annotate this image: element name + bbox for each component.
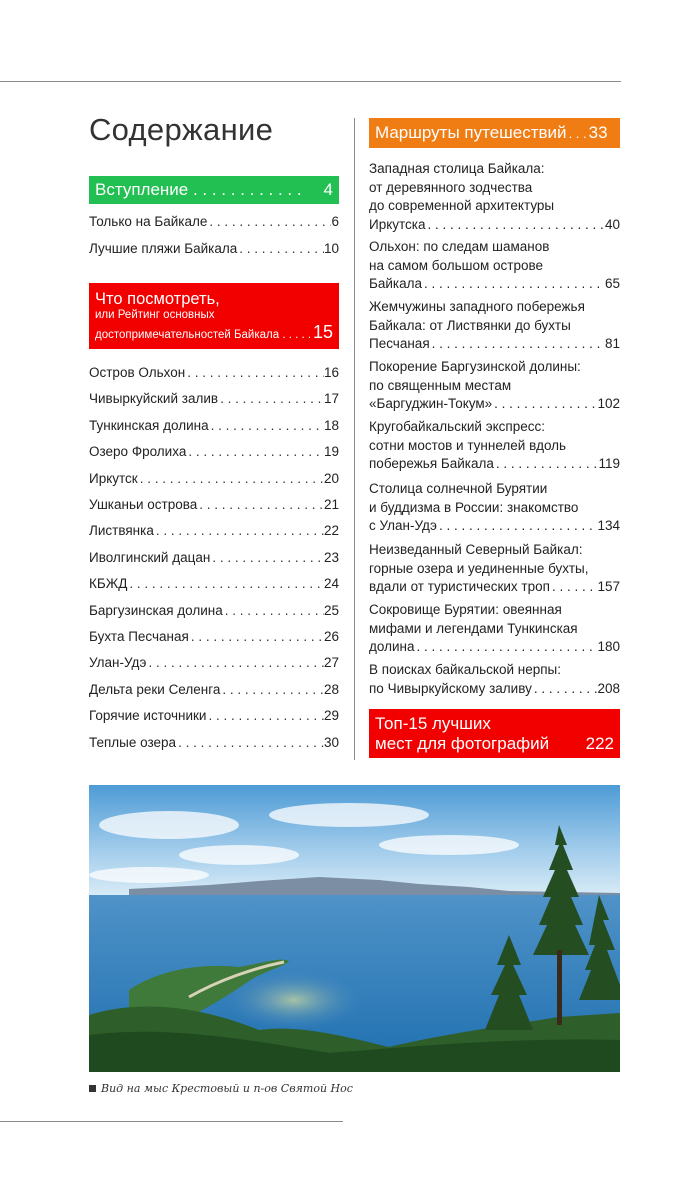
caption-text: Вид на мыс Крестовый и п-ов Святой Нос <box>101 1082 353 1095</box>
route-item-page: 180 <box>597 639 620 654</box>
route-item-line: сотни мостов и туннелей вдоль <box>369 437 567 453</box>
routes-page: 33 <box>588 123 608 142</box>
intro-item-page: 10 <box>323 241 339 256</box>
intro-item[interactable] <box>89 241 339 256</box>
see-item-leader <box>223 603 324 618</box>
see-item-page: 22 <box>323 523 339 539</box>
route-item-last-line <box>369 578 620 597</box>
route-item-line: Западная столица Байкала: <box>369 161 545 176</box>
route-item-last-line <box>369 455 620 474</box>
see-item-leader <box>127 576 324 591</box>
see-item-page: 24 <box>323 576 339 592</box>
route-item-last-line <box>369 638 620 657</box>
see-item-title: Ушканьи острова <box>89 497 198 512</box>
photo-caption <box>89 1082 353 1095</box>
see-item-title: Иволгинский дацан <box>89 549 211 565</box>
route-item-leader <box>422 275 605 294</box>
see-item-title: КБЖД <box>89 576 128 592</box>
see-item-leader <box>197 497 324 512</box>
route-item-page: 208 <box>597 680 620 696</box>
route-item-last-text: Песчаная <box>369 336 430 351</box>
see-item[interactable] <box>89 629 339 644</box>
route-item-last-text: с Улан-Удэ <box>369 518 437 533</box>
see-item-page: 17 <box>323 391 339 407</box>
route-item-last-line <box>369 275 620 294</box>
route-item[interactable] <box>369 661 620 698</box>
see-item-page: 27 <box>323 655 339 671</box>
route-item-leader <box>532 680 598 699</box>
intro-section-header[interactable] <box>89 176 339 204</box>
route-item[interactable] <box>369 160 620 234</box>
see-item[interactable] <box>89 735 339 750</box>
route-item-page: 81 <box>604 336 620 351</box>
see-item-title: Бухта Песчаная <box>89 629 189 644</box>
see-item-title: Озеро Фролиха <box>89 444 187 460</box>
see-item-page: 20 <box>323 470 339 486</box>
route-item-last-text: «Баргуджин-Токум» <box>369 396 493 411</box>
route-item-line: мифами и легендами Тункинская <box>369 620 578 636</box>
see-item-title: Остров Ольхон <box>89 365 186 380</box>
see-item-title: Горячие источники <box>89 708 207 724</box>
route-item-page: 134 <box>597 518 620 533</box>
route-item-last-line <box>369 395 620 414</box>
see-item-page: 26 <box>323 629 339 644</box>
route-item-leader <box>426 216 605 235</box>
see-item-page: 18 <box>323 417 339 433</box>
route-item[interactable] <box>369 238 620 294</box>
route-item[interactable] <box>369 358 620 414</box>
route-item-line: Неизведанный Северный Байкал: <box>369 542 583 557</box>
route-item[interactable] <box>369 480 620 536</box>
see-page: 15 <box>312 321 333 342</box>
page-title: Содержание <box>89 112 274 147</box>
see-item-page: 30 <box>323 734 339 750</box>
route-item-line: до современной архитектуры <box>369 198 555 213</box>
intro-item-title: Лучшие пляжи Байкала <box>89 241 238 256</box>
route-item-last-text: по Чивыркуйскому заливу <box>369 680 532 696</box>
see-item[interactable] <box>89 708 339 723</box>
route-item-page: 40 <box>604 216 620 232</box>
see-item[interactable] <box>89 523 339 538</box>
see-item-leader <box>146 655 324 670</box>
route-item[interactable] <box>369 298 620 354</box>
route-item-leader <box>430 335 605 354</box>
see-item-page: 25 <box>323 602 339 618</box>
route-item[interactable] <box>369 418 620 474</box>
intro-label: Вступление . . . . . . . . . . . . <box>95 180 302 199</box>
route-item-line: Сокровище Бурятии: овеянная <box>369 602 562 617</box>
see-item-leader <box>138 471 324 486</box>
see-subtitle-2: достопримечательностей Байкала . . . . . <box>95 328 312 341</box>
see-item-leader <box>189 629 324 644</box>
route-item-last-line <box>369 335 620 354</box>
see-item-leader <box>206 708 324 723</box>
see-item-page: 28 <box>323 681 339 697</box>
see-title: Что посмотреть, <box>95 289 220 308</box>
intro-item[interactable] <box>89 214 339 229</box>
route-item[interactable] <box>369 601 620 657</box>
see-item[interactable] <box>89 497 339 512</box>
route-item-line: Жемчужины западного побережья <box>369 299 585 314</box>
route-item-line: на самом большом острове <box>369 257 544 273</box>
route-item-line: Ольхон: по следам шаманов <box>369 239 550 254</box>
see-item-page: 21 <box>323 497 339 512</box>
see-item-title: Листвянка <box>89 523 154 539</box>
see-item[interactable] <box>89 576 339 591</box>
route-item-line: и буддизма в России: знакомство <box>369 499 579 515</box>
route-item-last-text: Иркутска <box>369 216 426 232</box>
route-item-line: В поисках байкальской нерпы: <box>369 662 562 677</box>
route-item-last-line <box>369 517 620 536</box>
route-item-last-text: долина <box>369 639 415 654</box>
see-item-leader <box>209 418 324 433</box>
see-item[interactable] <box>89 682 339 697</box>
route-item-line: Покорение Баргузинской долины: <box>369 359 581 374</box>
route-item-leader <box>437 517 598 536</box>
see-item[interactable] <box>89 365 339 380</box>
route-item-page: 102 <box>597 396 620 411</box>
route-item-leader <box>494 455 599 474</box>
route-item-line: Столица солнечной Бурятии <box>369 481 548 496</box>
top15-section-header[interactable] <box>369 709 620 758</box>
see-item[interactable] <box>89 444 339 459</box>
see-item-leader <box>186 444 324 459</box>
caption-bullet-icon <box>89 1085 96 1092</box>
see-item[interactable] <box>89 418 339 433</box>
route-item-line: Байкала: от Листвянки до бухты <box>369 317 571 333</box>
see-item-title: Баргузинская долина <box>89 602 223 618</box>
column-divider <box>354 118 355 760</box>
intro-item-title: Только на Байкале <box>89 214 208 229</box>
top-rule <box>0 81 621 82</box>
see-item[interactable] <box>89 603 339 618</box>
see-item-leader <box>176 735 324 750</box>
route-item-line: по священным местам <box>369 377 512 393</box>
see-section-header[interactable] <box>89 283 339 349</box>
see-subtitle-1: или Рейтинг основных <box>95 308 215 321</box>
intro-item-leader <box>237 241 324 256</box>
route-item-last-line <box>369 216 620 235</box>
route-item-leader <box>414 638 597 657</box>
route-item-last-text: вдали от туристических троп <box>369 579 550 594</box>
top15-line1: Топ-15 лучших <box>375 713 491 733</box>
bottom-rule <box>0 1121 343 1122</box>
see-item-page: 29 <box>323 708 339 724</box>
see-item[interactable] <box>89 655 339 670</box>
route-item-last-line <box>369 680 620 699</box>
route-item-leader <box>492 395 597 414</box>
intro-item-leader <box>207 214 331 229</box>
top15-page: 222 <box>585 733 614 753</box>
see-item-leader <box>218 391 324 406</box>
routes-section-header[interactable] <box>369 118 620 148</box>
routes-dots: . . . <box>568 125 587 141</box>
routes-label: Маршруты путешествий <box>375 123 567 142</box>
route-item-page: 119 <box>598 456 620 471</box>
route-item-page: 65 <box>604 276 620 291</box>
see-item-leader <box>210 550 324 565</box>
see-item[interactable] <box>89 391 339 406</box>
see-item-page: 23 <box>323 549 339 565</box>
route-item-page: 157 <box>597 579 620 594</box>
intro-page: 4 <box>323 180 333 199</box>
see-item-leader <box>185 365 324 380</box>
see-item-leader <box>154 523 324 538</box>
see-item[interactable] <box>89 471 339 486</box>
route-item-line: Кругобайкальский экспресс: <box>369 419 545 434</box>
route-item-last-text: побережья Байкала <box>369 456 494 471</box>
route-item-last-text: Байкала <box>369 276 423 291</box>
route-item[interactable] <box>369 541 620 597</box>
see-item-leader <box>220 682 324 697</box>
see-item-page: 16 <box>323 365 339 380</box>
see-item-title: Дельта реки Селенга <box>89 681 221 697</box>
route-item-leader <box>550 578 598 597</box>
intro-item-page: 6 <box>331 214 339 229</box>
see-item-title: Улан-Удэ <box>89 655 147 671</box>
lake-baikal-photo <box>89 785 620 1072</box>
route-item-line: от деревянного зодчества <box>369 179 533 195</box>
route-item-line: горные озера и уединенные бухты, <box>369 560 589 576</box>
see-item-title: Теплые озера <box>89 734 177 750</box>
see-item-title: Иркутск <box>89 470 138 486</box>
see-item-page: 19 <box>323 444 339 460</box>
see-item-title: Чивыркуйский залив <box>89 391 219 407</box>
see-item-title: Тункинская долина <box>89 417 209 433</box>
top15-line2: мест для фотографий <box>375 733 550 753</box>
see-item[interactable] <box>89 550 339 565</box>
